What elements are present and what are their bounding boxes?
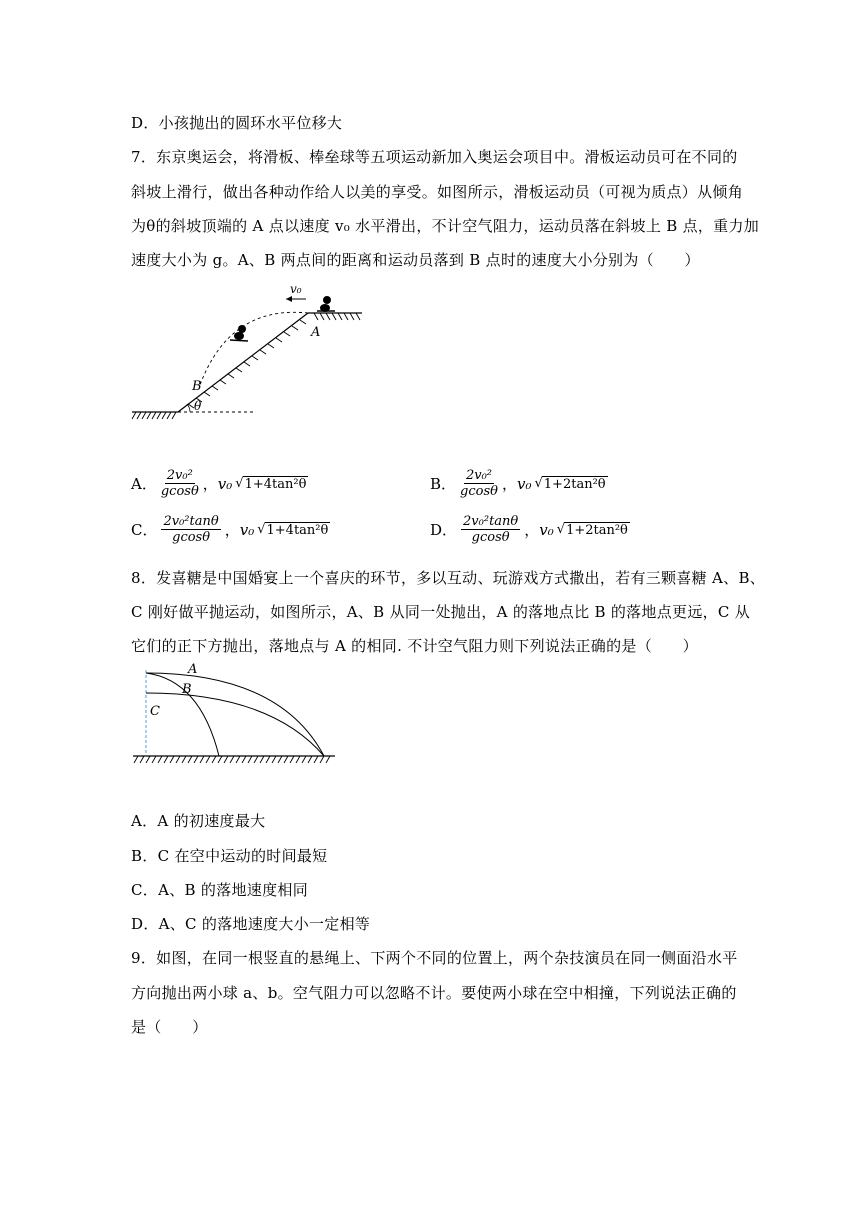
- q7-stem-line-3: 为θ的斜坡顶端的 A 点以速度 v₀ 水平滑出，不计空气阻力，运动员落在斜坡上 B 点，重力加: [131, 217, 760, 235]
- q8-option-a: A．A 的初速度最大: [131, 812, 266, 830]
- fraction: $\frac{\text{2v₀²tanθ}}{gcos\theta}$: [163, 514, 219, 545]
- q8-label-b: B: [182, 682, 192, 697]
- q8-trajectory-figure: [130, 660, 340, 770]
- square-root: √ 1+4tan²θ: [257, 522, 329, 538]
- skater-top-icon: [317, 296, 335, 312]
- q7-point-a-label: A: [311, 325, 321, 340]
- q7-option-a: A． $\frac{\text{2v₀²}}{gcos\theta}$ ， v₀ √ 1+4tan²θ: [131, 468, 307, 499]
- q8-label-a: A: [188, 662, 198, 677]
- q7-option-b: B． $\frac{\text{2v₀²}}{gcos\theta}$ ， v₀ √ 1+2tan²θ: [430, 468, 606, 499]
- q8-option-c: C．A、B 的落地速度相同: [131, 881, 309, 899]
- q8-stem-line-2: C 刚好做平抛运动，如图所示，A、B 从同一处抛出，A 的落地点比 B 的落地点更远，C 从: [131, 603, 751, 621]
- q7-stem-line-1: 7．东京奥运会，将滑板、棒垒球等五项运动新加入奥运会项目中。滑板运动员可在不同的: [131, 148, 738, 166]
- q6-option-d: D．小孩抛出的圆环水平位移大: [131, 114, 343, 132]
- q7-stem-line-4: 速度大小为 g。A、B 两点间的距离和运动员落到 B 点时的速度大小分别为（ ）: [131, 251, 700, 269]
- q9-stem-line-3: 是（ ）: [131, 1018, 208, 1036]
- fraction: $\frac{\text{2v₀²}}{gcos\theta}$: [160, 468, 199, 499]
- q7-stem-line-2: 斜坡上滑行，做出各种动作给人以美的享受。如图所示，滑板运动员（可视为质点）从倾角: [131, 183, 744, 201]
- q9-stem-line-1: 9．如图，在同一根竖直的悬绳上、下两个不同的位置上，两个杂技演员在同一侧面沿水平: [131, 949, 738, 967]
- q8-label-c: C: [150, 704, 160, 719]
- square-root: √ 1+2tan²θ: [556, 522, 628, 538]
- q7-theta-label: θ: [194, 399, 202, 413]
- q7-option-c: C． $\frac{\text{2v₀²tanθ}}{gcos\theta}$ ， v₀ √ 1+4tan²θ: [131, 514, 329, 545]
- fraction: $\frac{\text{2v₀²}}{gcos\theta}$: [460, 468, 498, 499]
- q8-option-b: B．C 在空中运动的时间最短: [131, 847, 328, 865]
- skater-midair-icon: [230, 325, 248, 341]
- q7-option-d: D． $\frac{\text{2v₀²tanθ}}{gcos\theta}$ ， v₀ √ 1+2tan²θ: [430, 514, 628, 545]
- fraction: $\frac{\text{2v₀²tanθ}}{gcos\theta}$: [463, 514, 519, 545]
- square-root: √ 1+2tan²θ: [534, 476, 606, 492]
- q9-stem-line-2: 方向抛出两小球 a、b。空气阻力可以忽略不计。要使两小球在空中相撞，下列说法正确的: [131, 984, 737, 1002]
- q7-v0-label: v₀: [290, 282, 302, 296]
- q7-point-b-label: B: [192, 379, 202, 394]
- q8-option-d: D．A、C 的落地速度大小一定相等: [131, 915, 371, 933]
- square-root: √ 1+4tan²θ: [235, 476, 307, 492]
- q7-slope-figure: [130, 280, 370, 425]
- q8-stem-line-1: 8．发喜糖是中国婚宴上一个喜庆的环节，多以互动、玩游戏方式撒出，若有三颗喜糖 A、B、: [131, 569, 766, 587]
- q8-stem-line-3: 它们的正下方抛出，落地点与 A 的相同. 不计空气阻力则下列说法正确的是（ ）: [131, 637, 698, 655]
